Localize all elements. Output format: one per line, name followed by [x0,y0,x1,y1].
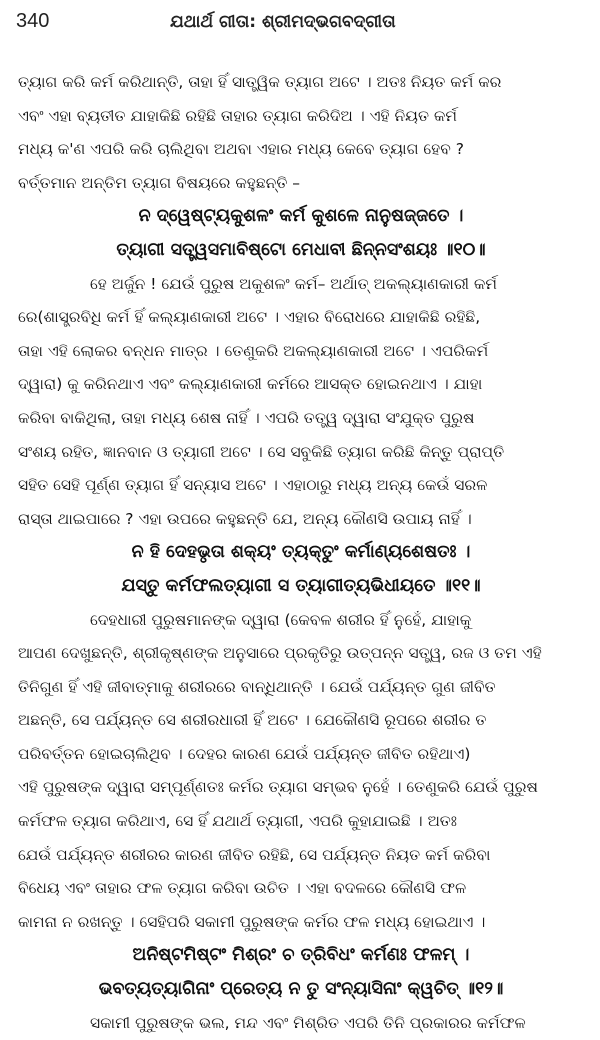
page-number: 340 [16,10,50,32]
verse-line: ନ ହି ଦେହଭୃତା ଶକ୍ୟଂ ତ୍ୟକ୍ତୁଂ କର୍ମାଣ୍ୟଶେଷତଃ । [131,542,471,563]
text-line: ସହିତ ସେହି ପୂର୍ଣ୍ଣ ତ୍ୟାଗ ହିଁ ସନ୍ୟାସ ଅଟେ । ଏହାଠାରୁ ମଧ୍ୟ ଅନ୍ୟ କେଉଁ ସରଳ [18,476,488,495]
verse-line: ଯସ୍ତୁ କର୍ମଫଲତ୍ୟାଗୀ ସ ତ୍ୟାଗୀତ୍ୟଭିଧୀୟତେ ॥୧୧॥ [121,575,481,596]
verse-line: ଭବତ୍ୟତ୍ୟାଗିନାଂ ପ୍ରେତ୍ୟ ନ ତୁ ସଂନ୍ୟାସିନାଂ କ୍ୱଚିତ୍ ॥୧୨॥ [98,979,504,1000]
text-line: କରିବା ବାକିଥିଲା, ତାହା ମଧ୍ୟ ଶେଷ ନାହିଁ । ଏପରି ତତ୍ତ୍ୱ ଦ୍ୱାରା ସଂଯୁକ୍ତ ପୁରୁଷ [18,408,475,427]
running-title: ଯଥାର୍ଥ ଗୀତା: ଶ୍ରୀମଦ୍ଭଗବଦ୍ଗୀତା [170,12,396,32]
text-line: ବିଧେୟ ଏବଂ ତାହାର ଫଳ ତ୍ୟାଗ କରିବା ଉଚିତ । ଏହା ବଦଳରେ କୌଣସି ଫଳ [18,879,467,898]
text-line: ସକାମୀ ପୁରୁଷଙ୍କ ଭଲ, ମନ୍ଦ ଏବଂ ମିଶ୍ରିତ ଏପରି ତିନି ପ୍ରକାରର କର୍ମଫଳ [90,1013,526,1032]
text-line: ରାସ୍ତା ଥାଇପାରେ ? ଏହା ଉପରେ କହୁଛନ୍ତି ଯେ, ଅନ୍ୟ କୌଣସି ଉପାୟ ନାହିଁ । [18,509,472,528]
text-line: କାମନା ନ ରଖନ୍ତୁ । ସେହିପରି ସକାମୀ ପୁରୁଷଙ୍କ କର୍ମର ଫଳ ମଧ୍ୟ ହୋଇଥାଏ । [18,912,486,931]
text-line: ହେ ଅର୍ଜୁନ ! ଯେଉଁ ପୁରୁଷ ଅକୁଶଳଂ କର୍ମ– ଅର୍ଥାତ୍ ଅକଲ୍ୟାଣକାରୀ କର୍ମ [90,274,497,293]
text-line: ଏବଂ ଏହା ବ୍ୟତୀତ ଯାହାକିଛି ରହିଛି ତାହାର ତ୍ୟାଗ କରିଦିଅ । ଏହି ନିୟତ କର୍ମ [18,106,457,125]
text-line: ଦେହଧାରୀ ପୁରୁଷମାନଙ୍କ ଦ୍ୱାରା (କେବଳ ଶରୀର ହିଁ ନୁହେଁ, ଯାହାକୁ [90,610,472,629]
page-body [18,66,584,1040]
text-line: ତ୍ୟାଗ କରି କର୍ମ କରିଥାନ୍ତି, ତାହା ହିଁ ସାତ୍ତ୍ୱିକ ତ୍ୟାଗ ଅଟେ । ଅତଃ ନିୟତ କର୍ମ କର [18,73,502,91]
text-line: ପରିବର୍ତ୍ତନ ହୋଇଚାଲିଥିବ । ଦେହର କାରଣ ଯେଉଁ ପର୍ଯ୍ୟନ୍ତ ଜୀବିତ ରହିଥାଏ) [18,744,471,763]
verse-line: ତ୍ୟାଗୀ ସତ୍ତ୍ୱସମାବିଷ୍ଟୋ ମେଧାବୀ ଛିନ୍ନସଂଶୟଃ ॥୧୦॥ [116,239,486,260]
text-line: ଆପଣ ଦେଖୁଛନ୍ତି, ଶ୍ରୀକୃଷ୍ଣଙ୍କ ଅନୁସାରେ ପ୍ରକୃତିରୁ ଉତ୍ପନ୍ନ ସତ୍ତ୍ୱ, ରଜ ଓ ତମ ଏହି [18,644,542,663]
text-line: ଯେଉଁ ପର୍ଯ୍ୟନ୍ତ ଶରୀରର କାରଣ ଜୀବିତ ରହିଛି, ସେ ପର୍ଯ୍ୟନ୍ତ ନିୟତ କର୍ମ କରିବା [18,845,491,864]
text-line: କର୍ମଫଳ ତ୍ୟାଗ କରିଥାଏ, ସେ ହିଁ ଯଥାର୍ଥ ତ୍ୟାଗୀ, ଏପରି କୁହାଯାଇଛି । ଅତଃ [18,812,457,831]
page-header [0,4,600,44]
text-line: ବର୍ତ୍ତମାନ ଅନ୍ତିମ ତ୍ୟାଗ ବିଷୟରେ କହୁଛନ୍ତି – [18,173,301,192]
verse-line: ଅନିଷ୍ଟମିଷ୍ଟଂ ମିଶ୍ରଂ ଚ ତ୍ରିବିଧଂ କର୍ମଣଃ ଫଳମ୍ । [132,945,470,966]
text-line: ରେ(ଶାସ୍ତ୍ରବିଧି କର୍ମ ହିଁ କଲ୍ୟାଣକାରୀ ଅଟେ । ଏହାର ବିରୋଧରେ ଯାହାକିଛି ରହିଛି, [18,308,481,327]
text-line: ତିନିଗୁଣ ହିଁ ଏହି ଜୀବାତ୍ମାକୁ ଶରୀରରେ ବାନ୍ଧିଥାନ୍ତି । ଯେଉଁ ପର୍ଯ୍ୟନ୍ତ ଗୁଣ ଜୀବିତ [18,677,496,696]
text-line: ତାହା ଏହି ଲୋକର ବନ୍ଧନ ମାତ୍ର । ତେଣୁକରି ଅକଲ୍ୟାଣକାରୀ ଅଟେ । ଏପରିକର୍ମ [18,341,489,360]
text-line: ଅଛନ୍ତି, ସେ ପର୍ଯ୍ୟନ୍ତ ସେ ଶରୀରଧାରୀ ହିଁ ଅଟେ । ଯେକୌଣସି ରୂପରେ ଶରୀର ତ [18,711,487,730]
text-line: ମଧ୍ୟ କ'ଣ ଏପରି କରି ଚାଲିଥିବା ଅଥବା ଏହାର ମଧ୍ୟ କେବେ ତ୍ୟାଗ ହେବ ? [18,140,464,159]
text-line: ଦ୍ୱାରା) କୁ କରିନଥାଏ ଏବଂ କଲ୍ୟାଣକାରୀ କର୍ମରେ ଆସକ୍ତ ହୋଇନଥାଏ । ଯାହା [18,375,483,394]
verse-line: ନ ଦ୍ୱେଷ୍ଟ୍ୟକୁଶଳଂ କର୍ମ କୁଶଳେ ନାନୁଷଜ୍ଜତେ । [138,206,464,227]
text-line: ଏହି ପୁରୁଷଙ୍କ ଦ୍ୱାରା ସମ୍ପୂର୍ଣ୍ଣତଃ କର୍ମର ତ୍ୟାଗ ସମ୍ଭବ ନୁହେଁ । ତେଣୁକରି ଯେଉଁ ପୁରୁଷ [18,778,538,797]
text-line: ସଂଶୟ ରହିତ, ଜ୍ଞାନବାନ ଓ ତ୍ୟାଗୀ ଅଟେ । ସେ ସବୁକିଛି ତ୍ୟାଗ କରିଛି କିନ୍ତୁ ପ୍ରାପ୍ତି [18,442,505,461]
